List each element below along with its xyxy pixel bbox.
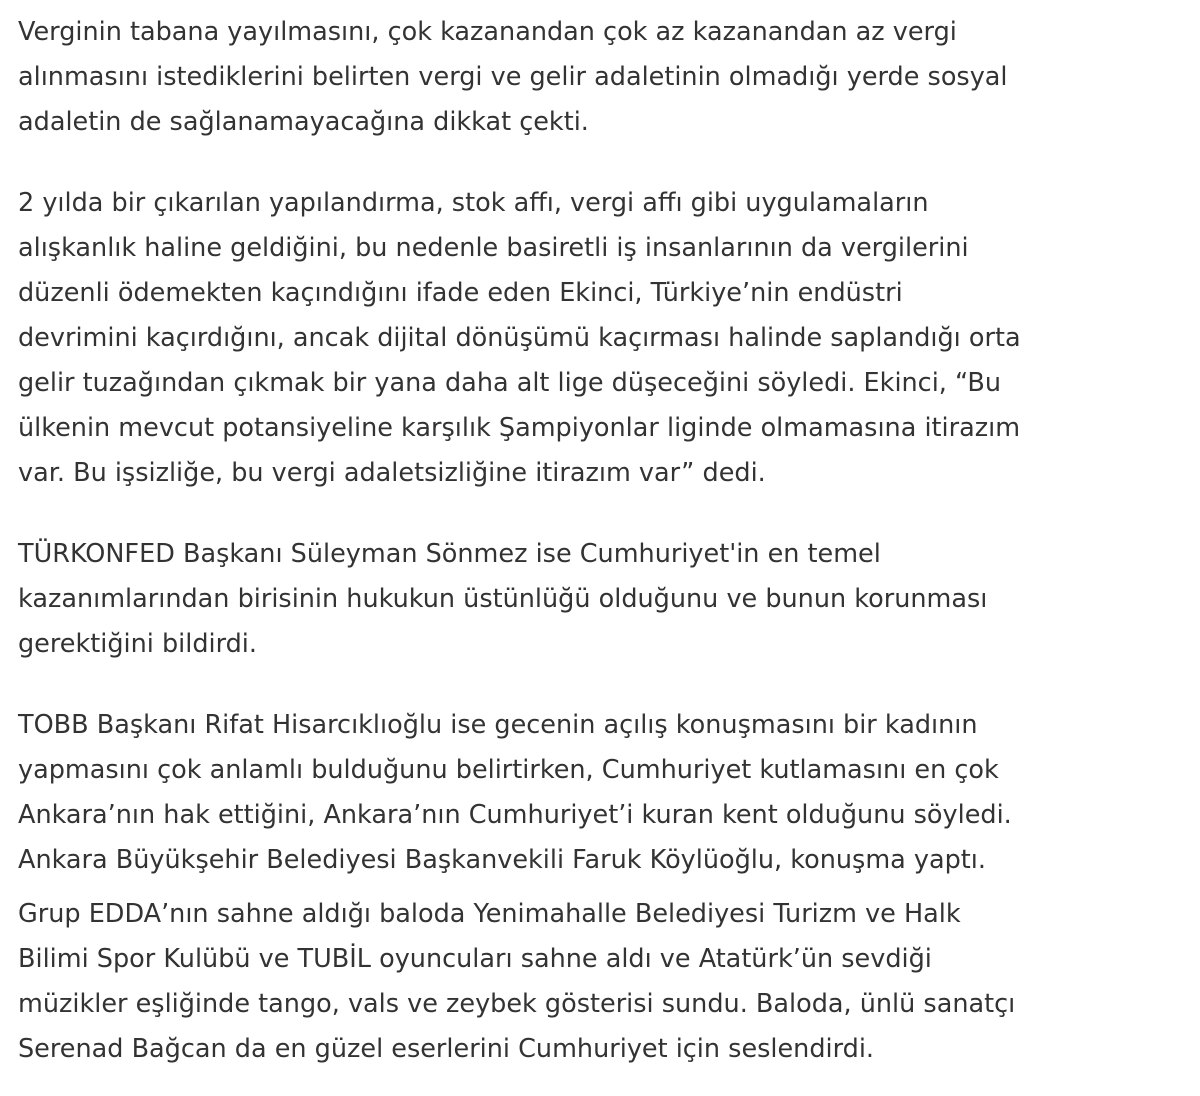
text-line: 2 yılda bir çıkarılan yapılandırma, stok affı, vergi affı gibi uygulamaların — [18, 188, 929, 218]
text-line: TOBB Başkanı Rifat Hisarcıklıoğlu ise gecenin açılış konuşmasını bir kadının — [18, 710, 978, 740]
text-line: gerektiğini bildirdi. — [18, 629, 258, 659]
paragraph-tobb — [18, 703, 1188, 883]
text-line: gelir tuzağından çıkmak bir yana daha alt lige düşeceğini söyledi. Ekinci, “Bu — [18, 368, 1002, 398]
paragraph-ekinci-statement — [18, 181, 1188, 496]
text-line: Ankara Büyükşehir Belediyesi Başkanvekili Faruk Köylüoğlu, konuşma yaptı. — [18, 845, 986, 875]
text-line: Verginin tabana yayılmasını, çok kazanandan çok az kazanandan az vergi — [18, 17, 957, 47]
text-line: alınmasını istediklerini belirten vergi ve gelir adaletinin olmadığı yerde sosyal — [18, 62, 1008, 92]
text-line: müzikler eşliğinde tango, vals ve zeybek gösterisi sundu. Baloda, ünlü sanatçı — [18, 989, 1016, 1019]
text-line: Bilimi Spor Kulübü ve TUBİL oyuncuları sahne aldı ve Atatürk’ün sevdiği — [18, 944, 932, 974]
text-line: kazanımlarından birisinin hukukun üstünlüğü olduğunu ve bunun korunması — [18, 584, 988, 614]
text-line: ülkenin mevcut potansiyeline karşılık Şampiyonlar liginde olmamasına itirazım — [18, 413, 1021, 443]
article-body — [18, 10, 1188, 1072]
text-line: Grup EDDA’nın sahne aldığı baloda Yenimahalle Belediyesi Turizm ve Halk — [18, 899, 961, 929]
text-line: var. Bu işsizliğe, bu vergi adaletsizliğine itirazım var” dedi. — [18, 458, 766, 488]
text-line: alışkanlık haline geldiğini, bu nedenle basiretli iş insanlarının da vergilerini — [18, 233, 969, 263]
text-line: devrimini kaçırdığını, ancak dijital dönüşümü kaçırması halinde saplandığı orta — [18, 323, 1021, 353]
paragraph-turkonfed — [18, 532, 1188, 667]
text-line: TÜRKONFED Başkanı Süleyman Sönmez ise Cumhuriyet'in en temel — [18, 539, 881, 569]
text-line: düzenli ödemekten kaçındığını ifade eden Ekinci, Türkiye’nin endüstri — [18, 278, 903, 308]
paragraph-tax-justice — [18, 10, 1188, 145]
text-line: yapmasını çok anlamlı bulduğunu belirtirken, Cumhuriyet kutlamasını en çok — [18, 755, 999, 785]
text-line: Ankara’nın hak ettiğini, Ankara’nın Cumhuriyet’i kuran kent olduğunu söyledi. — [18, 800, 1012, 830]
text-line: adaletin de sağlanamayacağına dikkat çekti. — [18, 107, 589, 137]
paragraph-grup-edda — [18, 892, 1188, 1072]
text-line: Serenad Bağcan da en güzel eserlerini Cumhuriyet için seslendirdi. — [18, 1034, 875, 1064]
